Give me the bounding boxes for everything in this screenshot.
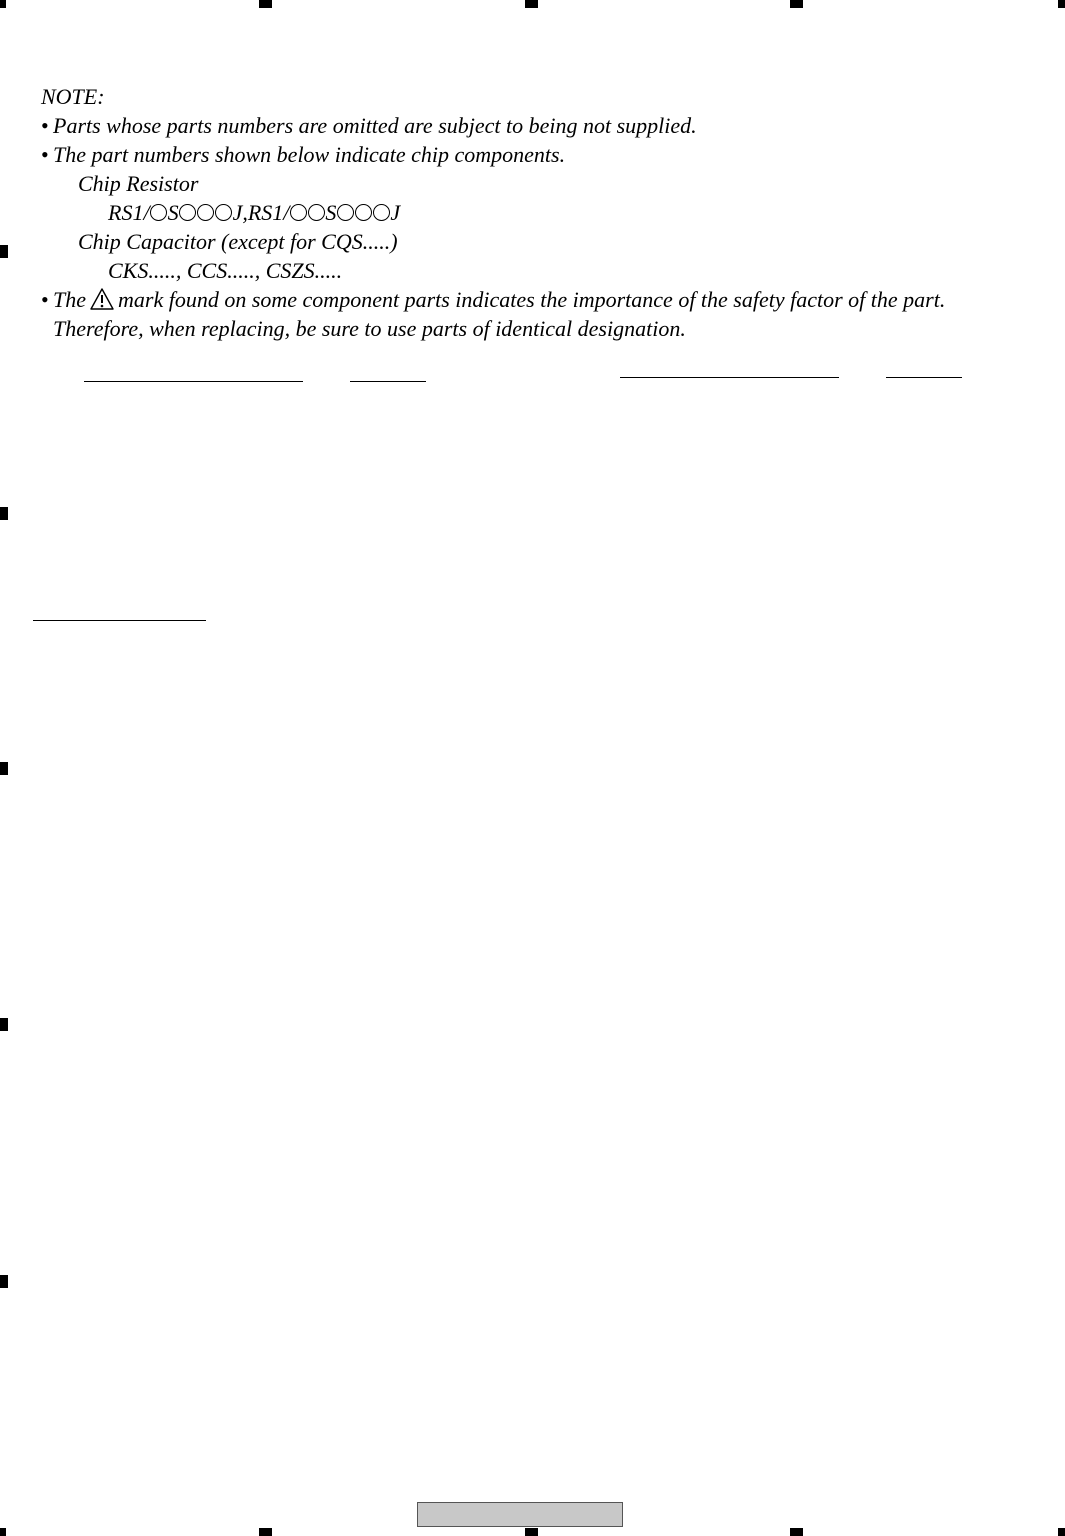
note-text: Parts whose parts numbers are omitted are subject to being not supplied. — [53, 113, 697, 138]
circle-icon — [215, 204, 232, 221]
registration-mark-bottom — [525, 1528, 538, 1536]
registration-mark-top — [790, 0, 803, 8]
registration-mark-left — [0, 507, 8, 520]
circle-icon — [179, 204, 196, 221]
code-text: RS1/ — [108, 200, 150, 225]
registration-mark-top — [259, 0, 272, 8]
circle-icon — [197, 204, 214, 221]
note-text: The — [53, 287, 86, 312]
note-text: The part numbers shown below indicate chip components. — [53, 142, 566, 167]
section-header-rule — [33, 620, 206, 621]
note-text: mark found on some component parts indicates the importance of the safety factor of the part. — [118, 287, 946, 312]
registration-mark-bottom-right — [1058, 1528, 1065, 1536]
circle-icon — [337, 204, 354, 221]
registration-mark-left — [0, 762, 8, 775]
chip-resistor-label: Chip Resistor — [78, 171, 199, 196]
code-text: S — [325, 200, 337, 225]
note-bullet-omitted-parts — [41, 111, 697, 140]
chip-capacitor-codes: CKS....., CCS....., CSZS..... — [108, 258, 343, 283]
registration-mark-top-left — [0, 0, 6, 8]
note-bullet-chip-components — [41, 140, 565, 169]
circle-icon — [355, 204, 372, 221]
column-header-rule — [620, 377, 839, 378]
note-heading: NOTE: — [41, 84, 105, 109]
registration-mark-left — [0, 245, 8, 258]
page-number-box — [417, 1502, 623, 1527]
circle-icon — [373, 204, 390, 221]
circle-icon — [308, 204, 325, 221]
bullet-icon: • — [41, 142, 49, 167]
column-header-rule — [84, 381, 303, 382]
code-text: S — [167, 200, 179, 225]
column-header-rule — [350, 381, 426, 382]
bullet-icon: • — [41, 113, 49, 138]
registration-mark-left — [0, 1275, 8, 1288]
registration-mark-top — [525, 0, 538, 8]
code-text: J,RS1/ — [232, 200, 290, 225]
chip-resistor-codes — [108, 198, 400, 227]
registration-mark-top-right — [1058, 0, 1065, 8]
registration-mark-bottom — [790, 1528, 803, 1536]
chip-capacitor-label: Chip Capacitor (except for CQS.....) — [78, 229, 398, 254]
column-header-rule — [886, 377, 962, 378]
circle-icon — [150, 204, 167, 221]
registration-mark-left — [0, 1018, 8, 1031]
circle-icon — [290, 204, 307, 221]
bullet-icon: • — [41, 287, 49, 312]
registration-mark-bottom-left — [0, 1528, 6, 1536]
code-text: J — [390, 200, 401, 225]
note-bullet-safety-continuation: Therefore, when replacing, be sure to use parts of identical designation. — [53, 316, 686, 341]
registration-mark-bottom — [259, 1528, 272, 1536]
